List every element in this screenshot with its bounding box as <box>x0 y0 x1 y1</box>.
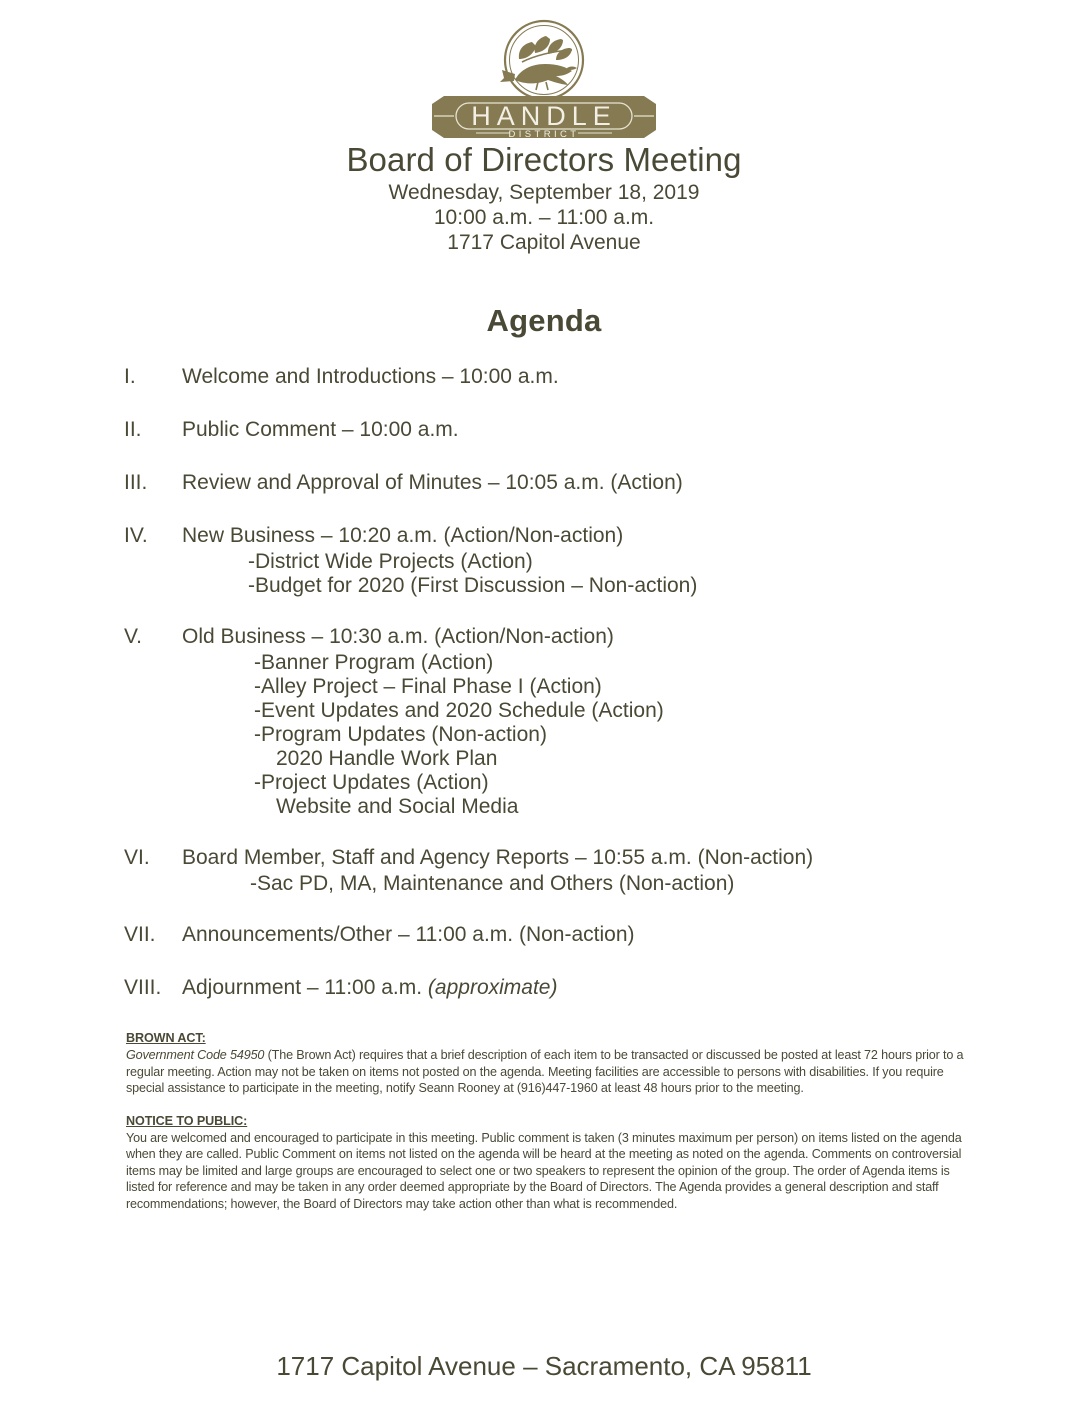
agenda-subitem: -Budget for 2020 (First Discussion – Non-action) <box>248 574 698 597</box>
logo-banner-shape <box>432 96 656 140</box>
meeting-time: 10:00 a.m. – 11:00 a.m. <box>433 206 655 229</box>
agenda-subitem-detail: 2020 Handle Work Plan <box>276 747 498 770</box>
agenda-subitem: -Event Updates and 2020 Schedule (Action) <box>254 699 664 722</box>
agenda-item-title: Adjournment – 11:00 a.m. <box>182 976 428 999</box>
brown-act-text: (The Brown Act) requires that a brief description of each item to be transacted or discussed be posted at least 72 hours prior to a regular meeting. Action may not be taken on items not posted on the agenda. Meeting facilities are accessible to persons with disabilities. If you require special assistance to participate in the meeting, notify Seann Rooney at (916)447-1960 at least 48 hours prior to the meeting. <box>126 1048 964 1096</box>
svg-text:DISTRICT: DISTRICT <box>508 129 580 140</box>
legal-notices <box>126 1030 964 1212</box>
agenda-subitem: -Alley Project – Final Phase I (Action) <box>254 675 602 698</box>
agenda-item-title: Old Business – 10:30 a.m. (Action/Non-action) <box>182 625 614 648</box>
brown-act-block <box>126 1030 964 1097</box>
handle-district-logo <box>0 18 1088 140</box>
page-title: Board of Directors Meeting <box>346 141 742 178</box>
footer-address: 1717 Capitol Avenue – Sacramento, CA 95811 <box>276 1351 812 1381</box>
bird-and-leaves-icon <box>500 21 583 99</box>
agenda-numeral: III. <box>124 471 148 494</box>
notice-to-public-body: You are welcomed and encouraged to participate in this meeting. Public comment is taken (3 minutes maximum per person) on items listed on the agenda when they are called. Public Comment on items not listed on the agenda will be heard at the meeting as noted on the agenda. Comments on controversial items may be limited and large groups are encouraged to select one or two speakers to represent the opinion of the group. The order of Agenda items is listed for reference and may be taken in any order deemed appropriate by the Board of Directors. The Agenda provides a general description and staff recommendations; however, the Board of Directors may take action other than what is recommended. <box>126 1131 962 1211</box>
notice-to-public-heading: NOTICE TO PUBLIC: <box>126 1113 248 1128</box>
agenda-numeral: I. <box>124 365 136 388</box>
agenda-item-v <box>0 622 1088 819</box>
agenda-numeral: VI. <box>124 846 150 869</box>
agenda-numeral: VII. <box>124 923 156 946</box>
agenda-subitem: -Banner Program (Action) <box>254 651 494 674</box>
government-code-reference: Government Code 54950 <box>126 1048 265 1063</box>
agenda-item-ii <box>0 415 1088 444</box>
agenda-item-vii <box>0 920 1088 949</box>
agenda-subitem: -District Wide Projects (Action) <box>248 550 533 573</box>
agenda-subitem: -Project Updates (Action) <box>254 771 489 794</box>
agenda-item-iii <box>0 468 1088 497</box>
meeting-date: Wednesday, September 18, 2019 <box>388 181 700 204</box>
document-header <box>0 140 1088 255</box>
agenda-numeral: II. <box>124 418 142 441</box>
agenda-numeral: V. <box>124 625 142 648</box>
agenda-item-iv <box>0 521 1088 598</box>
agenda-item-viii <box>0 973 1088 1002</box>
agenda-item-title: Welcome and Introductions – 10:00 a.m. <box>182 365 559 388</box>
agenda-item-i <box>0 362 1088 391</box>
meeting-location: 1717 Capitol Avenue <box>447 231 641 254</box>
agenda-item-title: Public Comment – 10:00 a.m. <box>182 418 459 441</box>
agenda-item-title-note: (approximate) <box>427 976 558 999</box>
agenda-item-title: New Business – 10:20 a.m. (Action/Non-action) <box>182 524 624 547</box>
notice-to-public-block <box>126 1113 964 1212</box>
brown-act-body <box>126 1047 964 1096</box>
agenda-subitem: -Sac PD, MA, Maintenance and Others (Non-action) <box>250 872 735 895</box>
agenda-item-title: Announcements/Other – 11:00 a.m. (Non-action) <box>182 923 635 946</box>
agenda-heading: Agenda <box>486 303 602 338</box>
brown-act-heading: BROWN ACT: <box>126 1031 206 1045</box>
agenda-numeral: VIII. <box>124 976 162 999</box>
agenda-subitem: -Program Updates (Non-action) <box>254 723 547 746</box>
agenda-list <box>0 362 1088 1002</box>
agenda-item-title: Board Member, Staff and Agency Reports – 10:55 a.m. (Non-action) <box>182 846 814 869</box>
agenda-subitem-detail: Website and Social Media <box>276 795 519 818</box>
logo-graphic <box>414 18 674 140</box>
agenda-item-vi <box>0 843 1088 896</box>
svg-text:HANDLE: HANDLE <box>471 101 617 131</box>
agenda-item-title: Review and Approval of Minutes – 10:05 a.m. (Action) <box>182 471 683 494</box>
agenda-numeral: IV. <box>124 524 148 547</box>
